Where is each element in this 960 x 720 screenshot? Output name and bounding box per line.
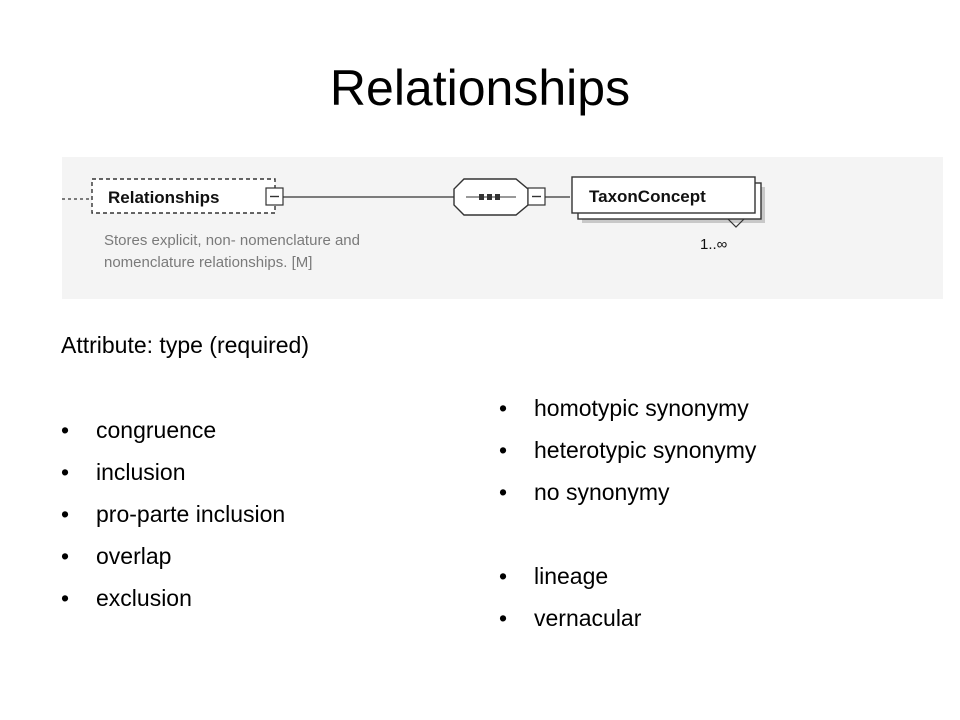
list-item-label: heterotypic synonymy: [534, 437, 757, 463]
list-item-label: inclusion: [96, 459, 186, 485]
bullet-icon: •: [499, 395, 508, 421]
list-item: [61, 493, 285, 535]
description-line-1: Stores explicit, non- nomenclature and: [104, 232, 360, 249]
slide-title: Relationships: [329, 60, 631, 116]
sequence-dot-1: [479, 194, 484, 200]
list-item: [499, 597, 641, 639]
bullet-icon: •: [61, 585, 70, 611]
type-values-list: [61, 409, 285, 619]
cardinality-label: 1..∞: [700, 236, 728, 253]
list-item: [499, 429, 756, 471]
relationships-element-label: Relationships: [108, 188, 220, 207]
list-item-label: lineage: [534, 563, 609, 589]
bullet-icon: •: [499, 437, 508, 463]
list-item: [61, 451, 285, 493]
schema-diagram: [62, 157, 943, 299]
list-item: [499, 471, 756, 513]
list-item: [499, 555, 641, 597]
list-item: [61, 577, 285, 619]
list-item: [61, 409, 285, 451]
taxonconcept-element-label: TaxonConcept: [589, 187, 706, 206]
bullet-icon: •: [61, 417, 70, 443]
bullet-icon: •: [499, 479, 508, 505]
list-item-label: vernacular: [534, 605, 642, 631]
list-item-label: overlap: [96, 543, 172, 569]
bullet-icon: •: [499, 563, 508, 589]
bullet-icon: •: [61, 543, 70, 569]
list-item: [499, 387, 756, 429]
other-values-list: [499, 555, 641, 639]
sequence-dot-2: [487, 194, 492, 200]
list-item-label: exclusion: [96, 585, 192, 611]
attribute-line: Attribute: type (required): [61, 332, 310, 358]
description-line-2: nomenclature relationships. [M]: [104, 254, 313, 271]
list-item-label: homotypic synonymy: [534, 395, 749, 421]
bullet-icon: •: [61, 501, 70, 527]
bullet-icon: •: [499, 605, 508, 631]
list-item-label: no synonymy: [534, 479, 670, 505]
list-item: [61, 535, 285, 577]
bullet-icon: •: [61, 459, 70, 485]
synonymy-values-list: [499, 387, 756, 513]
list-item-label: pro-parte inclusion: [96, 501, 286, 527]
list-item-label: congruence: [96, 417, 217, 443]
sequence-dot-3: [495, 194, 500, 200]
